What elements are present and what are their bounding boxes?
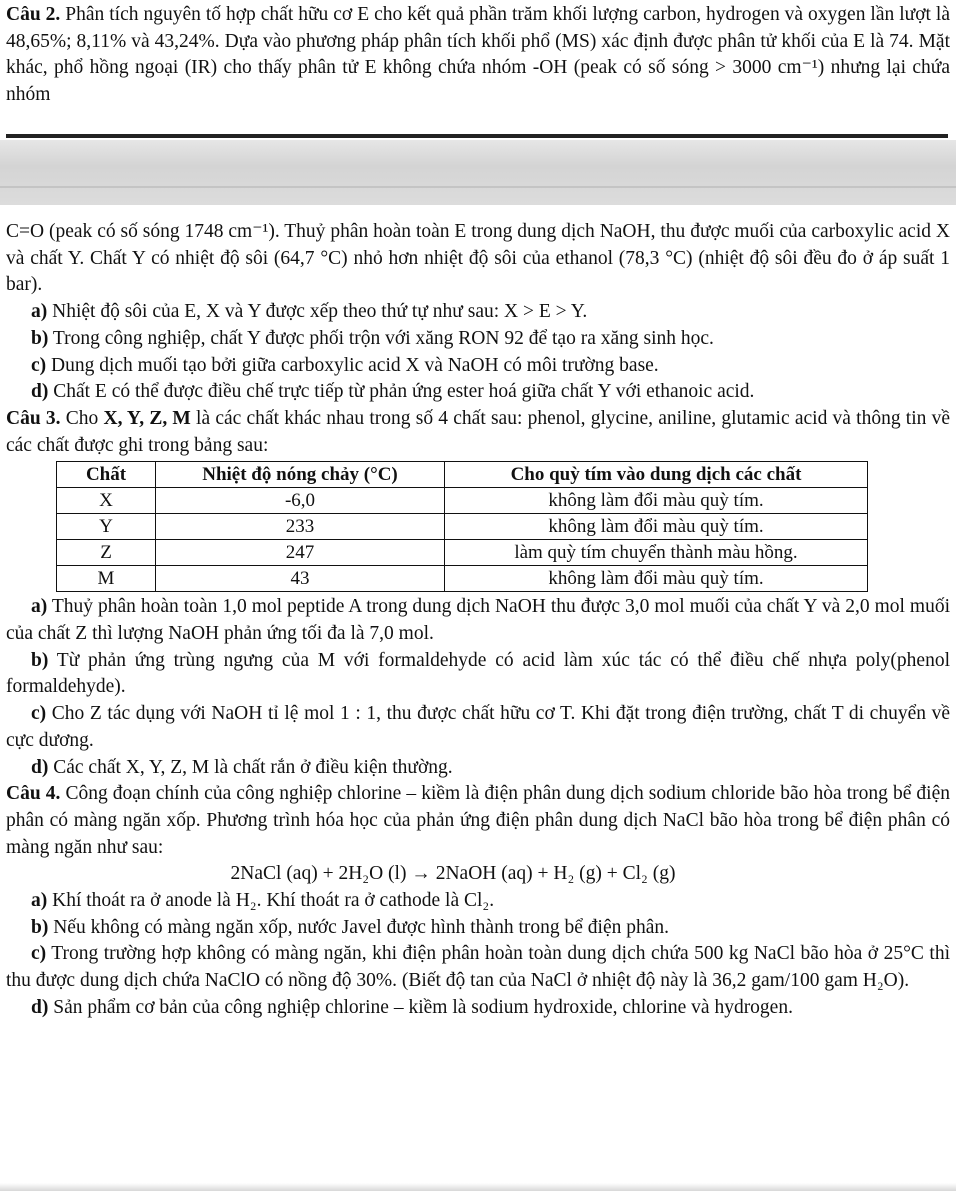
option-label: c) bbox=[31, 354, 47, 376]
table-cell: 247 bbox=[156, 540, 445, 566]
electrolysis-equation: 2NaCl (aq) + 2H₂O (l) → 2NaOH (aq) + H₂ (g) + Cl₂ (g) bbox=[230, 863, 676, 885]
option-label: b) bbox=[31, 649, 49, 671]
table-row bbox=[57, 540, 868, 566]
option-text: Chất E có thể được điều chế trực tiếp từ phản ứng ester hoá giữa chất Y với ethanoic acid. bbox=[48, 381, 755, 403]
table-cell: không làm đổi màu quỳ tím. bbox=[445, 488, 868, 514]
melting-point-table bbox=[56, 461, 868, 592]
table-row bbox=[57, 488, 868, 514]
question-3-intro bbox=[6, 406, 950, 459]
option-text: Cho Z tác dụng với NaOH tỉ lệ mol 1 : 1, thu được chất hữu cơ T. Khi đặt trong điện trường, chất T di chuyển về cực dương. bbox=[6, 703, 950, 751]
table-cell: làm quỳ tím chuyển thành màu hồng. bbox=[445, 540, 868, 566]
option-label: d) bbox=[31, 996, 49, 1018]
question-3-label: Câu 3. bbox=[6, 407, 61, 429]
option-text: Nhiệt độ sôi của E, X và Y được xếp theo thứ tự như sau: X > E > Y. bbox=[47, 301, 588, 323]
option-text: Trong trường hợp không có màng ngăn, khi điện phân hoàn toàn dung dịch chứa 500 kg NaCl bão hòa ở 25°C thì thu được dung dịch chứa NaClO có nồng độ 30%. (Biết độ tan của NaCl ở nhiệt độ này là 36,2 gam/100 gam H₂O). bbox=[6, 943, 950, 992]
question-3-option-b bbox=[6, 648, 950, 701]
option-text: Sản phẩm cơ bản của công nghiệp chlorine – kiềm là sodium hydroxide, chlorine và hydrogen. bbox=[48, 996, 793, 1018]
table-row bbox=[57, 514, 868, 540]
table-cell: 233 bbox=[156, 514, 445, 540]
page-break-shade bbox=[0, 140, 956, 205]
table-cell: -6,0 bbox=[156, 488, 445, 514]
page-break-line bbox=[0, 186, 956, 188]
option-label: d) bbox=[31, 381, 49, 403]
question-3-text-a: Cho bbox=[60, 407, 104, 429]
option-label: b) bbox=[31, 327, 49, 349]
table-cell: Y bbox=[57, 514, 156, 540]
question-4-option-c bbox=[6, 941, 950, 994]
table-header: Cho quỳ tím vào dung dịch các chất bbox=[445, 462, 868, 488]
option-label: d) bbox=[31, 756, 49, 778]
question-4-option-b bbox=[6, 915, 950, 942]
option-label: c) bbox=[31, 703, 47, 725]
table-cell: không làm đổi màu quỳ tím. bbox=[445, 566, 868, 592]
question-3-option-d bbox=[6, 755, 950, 782]
option-text: Thuỷ phân hoàn toàn 1,0 mol peptide A trong dung dịch NaOH thu được 3,0 mol muối của chất Y và 2,0 mol muối của chất Z thì lượng NaOH phản ứng tối đa là 7,0 mol. bbox=[6, 596, 950, 645]
option-text: Các chất X, Y, Z, M là chất rắn ở điều kiện thường. bbox=[48, 756, 453, 778]
table-cell: 43 bbox=[156, 566, 445, 592]
table-cell: X bbox=[57, 488, 156, 514]
question-2-continuation: C=O (peak có số sóng 1748 cm⁻¹). Thuỷ phân hoàn toàn E trong dung dịch NaOH, thu được muối của carboxylic acid X và chất Y. Chất Y có nhiệt độ sôi (64,7 °C) nhỏ hơn nhiệt độ sôi của ethanol (78,3 °C) (nhiệt độ sôi đều đo ở áp suất 1 bar). bbox=[6, 221, 950, 296]
question-4-label: Câu 4. bbox=[6, 783, 61, 805]
bottom-cut-edge bbox=[0, 1183, 956, 1191]
option-text: Dung dịch muối tạo bởi giữa carboxylic acid X và NaOH có môi trường base. bbox=[46, 354, 659, 376]
question-4-text: Công đoạn chính của công nghiệp chlorine – kiềm là điện phân dung dịch sodium chloride bão hòa trong bể điện phân có màng ngăn xốp. Phương trình hóa học của phản ứng điện phân dung dịch NaCl bão hòa trong bể điện phân có màng ngăn như sau: bbox=[6, 783, 950, 858]
option-label: a) bbox=[31, 596, 48, 618]
question-3-vars: X, Y, Z, M bbox=[103, 407, 191, 429]
question-2-option-c bbox=[6, 353, 950, 380]
table-row bbox=[57, 566, 868, 592]
question-3-text-b: là các chất khác nhau trong số 4 chất sau: phenol, glycine, aniline, glutamic acid và thông tin về các chất được ghi trong bảng sau: bbox=[6, 407, 950, 456]
question-2-option-d bbox=[6, 379, 950, 406]
table-cell: không làm đổi màu quỳ tím. bbox=[445, 514, 868, 540]
question-2-intro bbox=[6, 2, 950, 109]
table-header: Chất bbox=[57, 462, 156, 488]
question-4-intro bbox=[6, 781, 950, 861]
table-cell: Z bbox=[57, 540, 156, 566]
table-header-row bbox=[57, 462, 868, 488]
option-label: a) bbox=[31, 301, 48, 323]
question-2-option-b bbox=[6, 326, 950, 353]
page-break-rule bbox=[6, 134, 948, 138]
option-text: Trong công nghiệp, chất Y được phối trộn với xăng RON 92 để tạo ra xăng sinh học. bbox=[48, 327, 714, 349]
option-text: Khí thoát ra ở anode là H₂. Khí thoát ra ở cathode là Cl₂. bbox=[47, 890, 495, 912]
question-3-option-c bbox=[6, 701, 950, 754]
question-2-label: Câu 2. bbox=[6, 4, 61, 25]
table-cell: M bbox=[57, 566, 156, 592]
option-text: Nếu không có màng ngăn xốp, nước Javel được hình thành trong bể điện phân. bbox=[48, 916, 670, 938]
option-label: b) bbox=[31, 916, 49, 938]
option-text: Từ phản ứng trùng ngưng của M với formaldehyde có acid làm xúc tác có thể điều chế nhựa poly(phenol formaldehyde). bbox=[6, 649, 950, 698]
option-label: c) bbox=[31, 943, 47, 965]
question-2-option-a bbox=[6, 299, 950, 326]
question-4-option-d bbox=[6, 995, 950, 1022]
question-2-paragraph bbox=[6, 2, 950, 109]
question-3-option-a bbox=[6, 594, 950, 647]
table-header: Nhiệt độ nóng chảy (°C) bbox=[156, 462, 445, 488]
question-4-option-a bbox=[6, 888, 950, 915]
question-2-text: Phân tích nguyên tố hợp chất hữu cơ E cho kết quả phần trăm khối lượng carbon, hydrogen và oxygen lần lượt là 48,65%; 8,11% và 43,24%. Dựa vào phương pháp phân tích khối phổ (MS) xác định được phân tử khối của E là 74. Mặt khác, phổ hồng ngoại (IR) cho thấy phân tử E không chứa nhóm -OH (peak có số sóng > 3000 cm⁻¹) nhưng lại chứa nhóm bbox=[6, 4, 950, 106]
question-2-body bbox=[6, 219, 950, 1022]
option-label: a) bbox=[31, 890, 48, 912]
